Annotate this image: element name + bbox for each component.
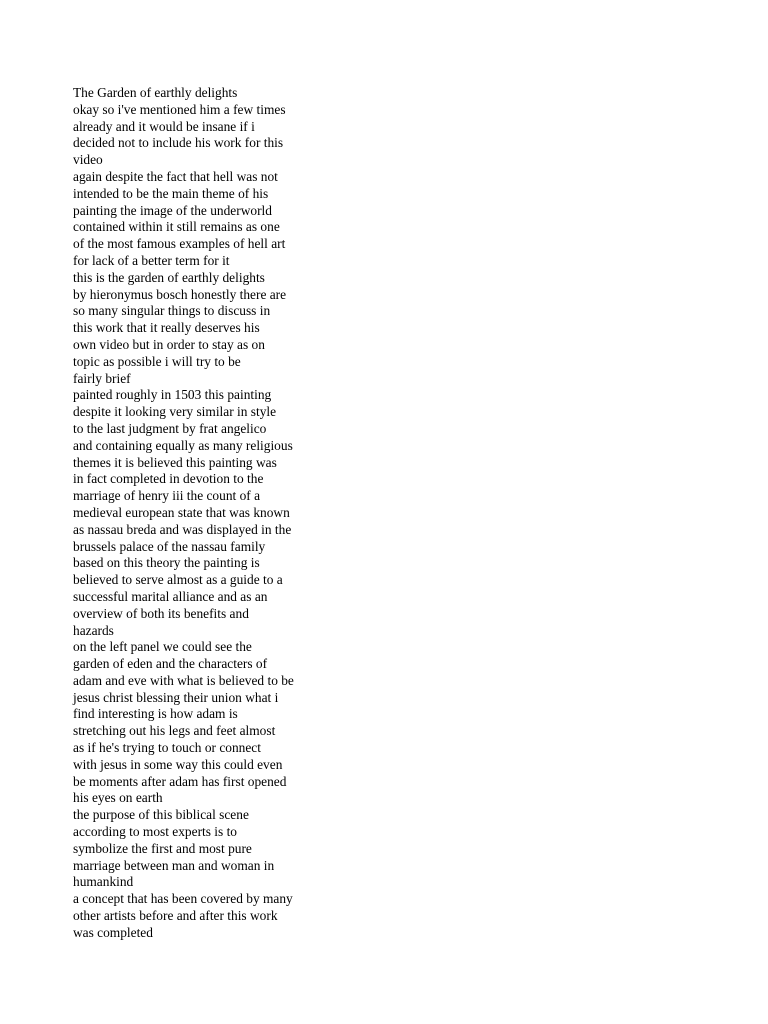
text-line: video (73, 152, 103, 168)
text-line: in fact completed in devotion to the (73, 471, 264, 487)
text-line: of the most famous examples of hell art (73, 236, 286, 252)
text-line: other artists before and after this work (73, 908, 278, 924)
text-line: to the last judgment by frat angelico (73, 420, 267, 436)
text-line: decided not to include his work for this (73, 135, 284, 151)
text-line: themes it is believed this painting was (73, 454, 277, 470)
text-line: jesus christ blessing their union what i (73, 689, 279, 705)
document-title-line: The Garden of earthly delights (73, 85, 238, 100)
text-line: so many singular things to discuss in (73, 303, 271, 319)
document-text-block (73, 85, 373, 942)
text-line: brussels palace of the nassau family (73, 538, 266, 554)
text-line: humankind (73, 874, 134, 890)
text-line: as if he's trying to touch or connect (73, 740, 261, 756)
text-line: this is the garden of earthly delights (73, 269, 265, 285)
text-line: this work that it really deserves his (73, 320, 260, 336)
text-line: again despite the fact that hell was not (73, 168, 278, 184)
text-line: by hieronymus bosch honestly there are (73, 286, 287, 302)
text-line: based on this theory the painting is (73, 555, 260, 571)
text-line: marriage of henry iii the count of a (73, 488, 261, 504)
text-line: despite it looking very similar in style (73, 404, 277, 420)
text-line: already and it would be insane if i (73, 118, 255, 134)
text-line: garden of eden and the characters of (73, 656, 268, 672)
text-line: stretching out his legs and feet almost (73, 723, 276, 739)
text-line: okay so i've mentioned him a few times (73, 101, 286, 117)
text-line: painting the image of the underworld (73, 202, 272, 218)
text-line: believed to serve almost as a guide to a (73, 572, 283, 588)
text-line: medieval european state that was known (73, 504, 290, 520)
text-line: marriage between man and woman in (73, 857, 275, 873)
text-line: according to most experts is to (73, 824, 238, 840)
text-line: successful marital alliance and as an (73, 588, 268, 604)
text-line: on the left panel we could see the (73, 639, 252, 655)
text-line: topic as possible i will try to be (73, 353, 241, 369)
text-line: overview of both its benefits and (73, 605, 249, 621)
text-line: be moments after adam has first opened (73, 773, 287, 789)
text-line: and containing equally as many religious (73, 437, 293, 453)
text-line: painted roughly in 1503 this painting (73, 387, 272, 403)
text-line: fairly brief (73, 370, 131, 386)
text-line: for lack of a better term for it (73, 252, 230, 268)
text-line: as nassau breda and was displayed in the (73, 521, 292, 537)
text-line: his eyes on earth (73, 790, 163, 806)
text-line: with jesus in some way this could even (73, 756, 283, 772)
text-line: a concept that has been covered by many (73, 891, 293, 907)
text-line: symbolize the first and most pure (73, 840, 252, 856)
text-line: hazards (73, 622, 114, 638)
text-line: the purpose of this biblical scene (73, 807, 249, 823)
text-line: intended to be the main theme of his (73, 185, 269, 201)
text-line: own video but in order to stay as on (73, 336, 265, 352)
text-line: contained within it still remains as one (73, 219, 280, 235)
text-line: adam and eve with what is believed to be (73, 672, 294, 688)
text-line: was completed (73, 924, 153, 940)
text-line: find interesting is how adam is (73, 706, 238, 722)
